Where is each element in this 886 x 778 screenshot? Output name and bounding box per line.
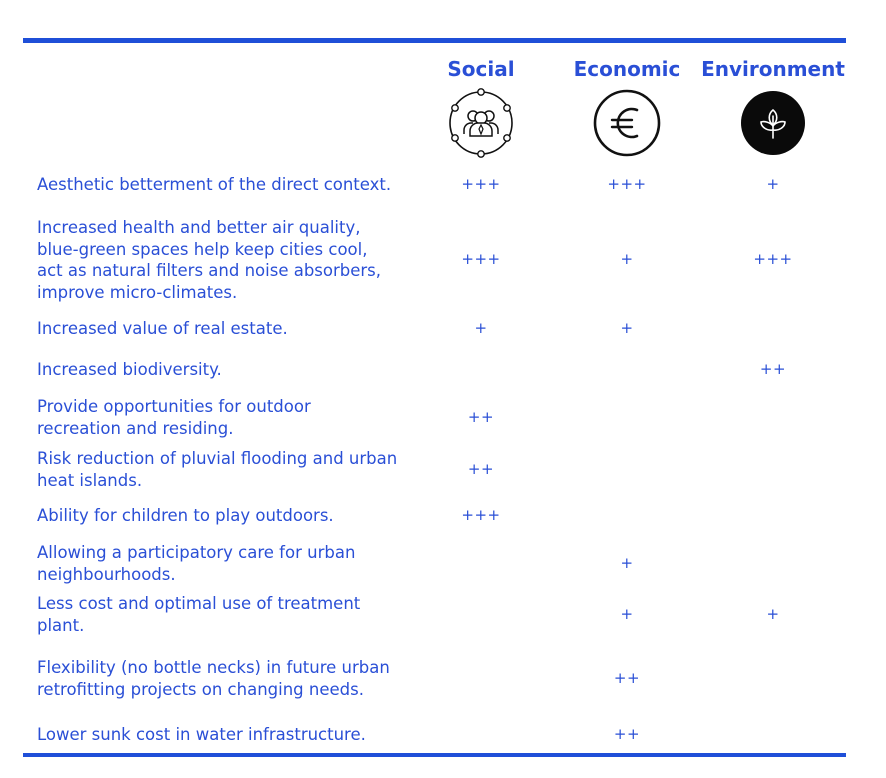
- row-description: Aesthetic betterment of the direct context.: [37, 175, 392, 194]
- rating-social: ++: [467, 460, 495, 478]
- row-description: Less cost and optimal use of treatment plant.: [37, 594, 361, 635]
- row-description: Provide opportunities for outdoor recreation and residing.: [37, 397, 311, 438]
- row-description: Allowing a participatory care for urban neighbourhoods.: [37, 543, 356, 584]
- row-description: Lower sunk cost in water infrastructure.: [37, 725, 366, 744]
- column-header-environment: Environment: [701, 57, 845, 81]
- row-description: Increased biodiversity.: [37, 360, 222, 379]
- rating-social: +++: [461, 250, 501, 268]
- rating-economic: +: [620, 250, 634, 268]
- rating-social: +++: [461, 175, 501, 193]
- column-header-economic: Economic: [573, 57, 681, 81]
- rating-environment: +: [766, 175, 780, 193]
- rating-economic: ++: [613, 669, 641, 687]
- rating-economic: +: [620, 554, 634, 572]
- rating-economic: ++: [613, 725, 641, 743]
- rating-economic: +++: [607, 175, 647, 193]
- rating-economic: +: [620, 605, 634, 623]
- people-group-icon: [446, 88, 516, 158]
- rating-environment: ++: [759, 360, 787, 378]
- plant-leaf-icon: [738, 88, 808, 158]
- row-description: Risk reduction of pluvial flooding and urban heat islands.: [37, 449, 398, 490]
- row-description: Increased health and better air quality, blue-green spaces help keep cities cool, act as natural filters and noise absorbers, improve micro-climates.: [37, 218, 382, 302]
- row-description: Increased value of real estate.: [37, 319, 288, 338]
- column-header-social: Social: [447, 57, 515, 81]
- rating-environment: +: [766, 605, 780, 623]
- row-description: Flexibility (no bottle necks) in future urban retrofitting projects on changing needs.: [37, 658, 390, 699]
- euro-icon: [592, 88, 662, 158]
- rating-social: +++: [461, 506, 501, 524]
- table-top-rule: [23, 38, 846, 43]
- rating-social: +: [474, 319, 488, 337]
- rating-environment: +++: [753, 250, 793, 268]
- rating-economic: +: [620, 319, 634, 337]
- rating-social: ++: [467, 408, 495, 426]
- table-bottom-rule: [23, 753, 846, 757]
- row-description: Ability for children to play outdoors.: [37, 506, 334, 525]
